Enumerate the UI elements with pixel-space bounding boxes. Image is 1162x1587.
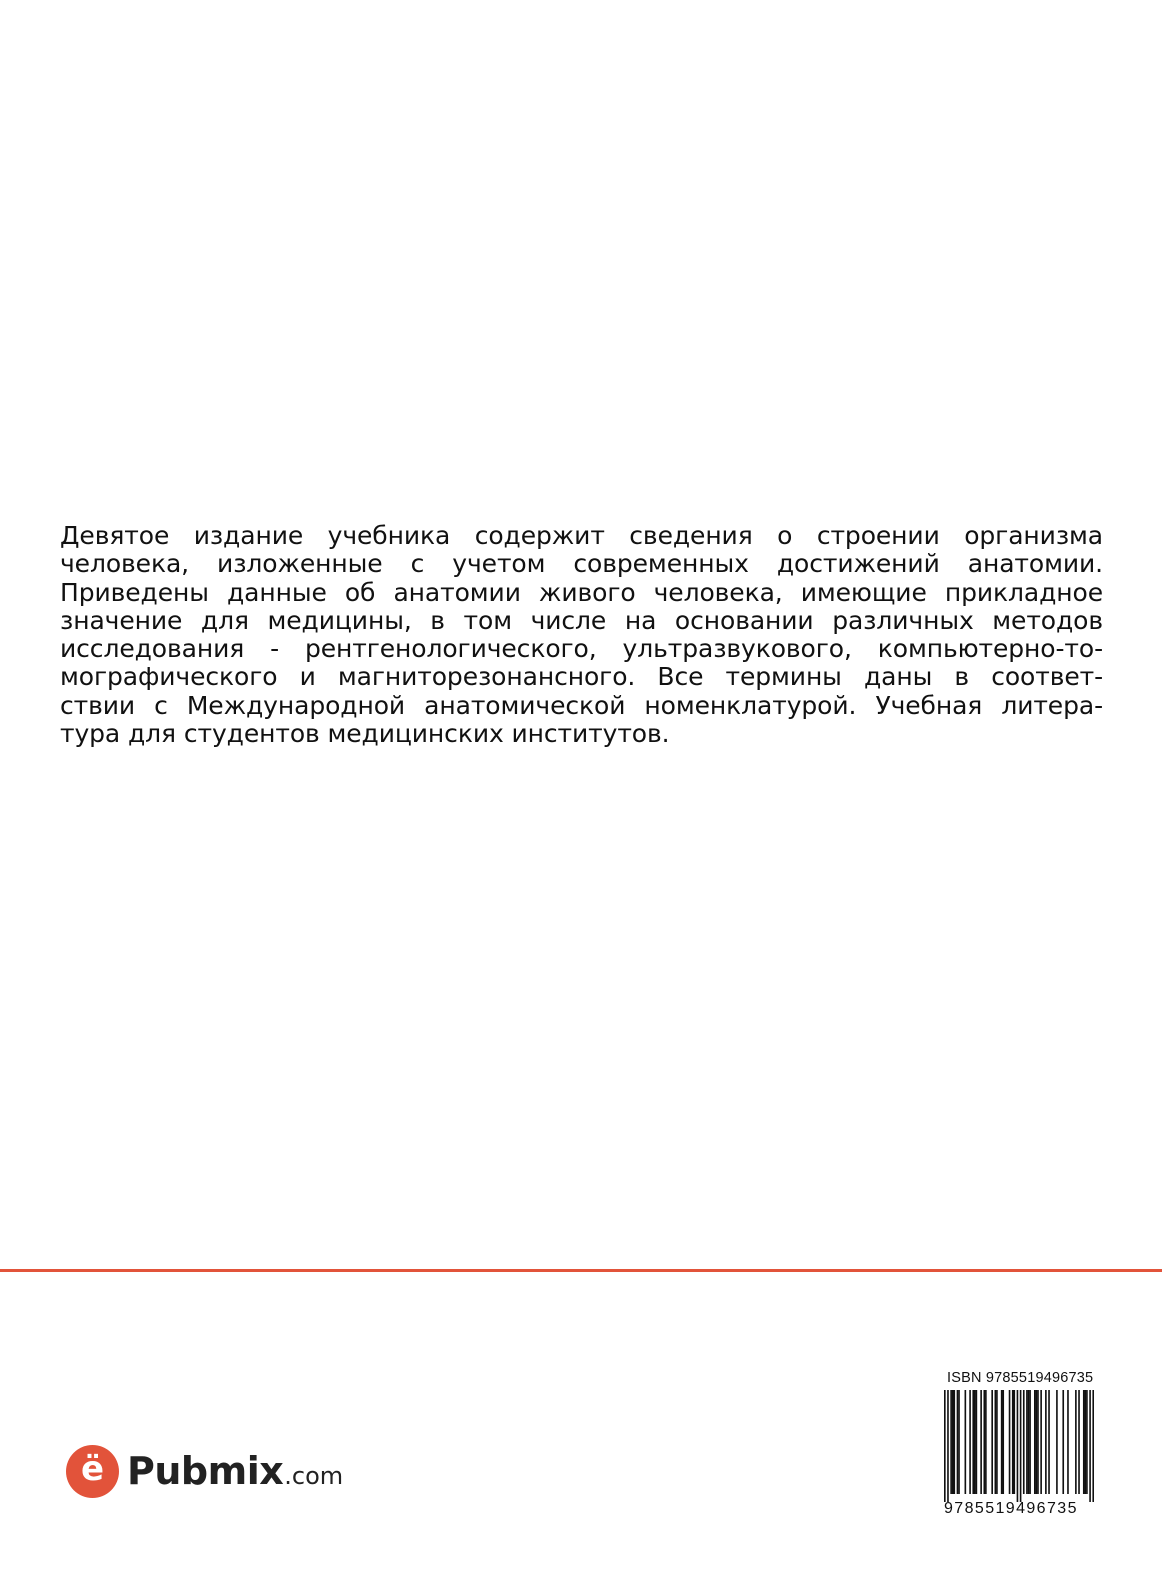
isbn-barcode [944, 1370, 1102, 1518]
divider-line [0, 1269, 1162, 1272]
barcode-bar [947, 1390, 949, 1502]
description-line: тура для студентов медицинских институтов. [60, 719, 670, 749]
barcode-bar [1056, 1390, 1058, 1494]
barcode-bar [983, 1390, 985, 1494]
description-line: мографического и магниторезонансного. Все термины даны в соответ- [60, 662, 1103, 692]
barcode-bar [1028, 1390, 1030, 1494]
barcode-bar [969, 1390, 971, 1494]
barcode-bar [944, 1390, 946, 1502]
description-line: Девятое издание учебника содержит сведения о строении организма [60, 521, 1103, 550]
publisher-logo-icon: ё [66, 1445, 119, 1498]
description-line: исследования - рентгенологического, ультразвукового, компьютерно-то- [60, 634, 1103, 664]
description-line: ствии с Международной анатомической номенклатурой. Учебная литера- [60, 690, 1103, 720]
barcode-bar [1085, 1390, 1087, 1494]
barcode-bar [1075, 1390, 1077, 1494]
barcode-bar [1012, 1390, 1014, 1494]
barcode-bar [1002, 1390, 1004, 1494]
publisher-domain: .com [284, 1462, 344, 1490]
barcode-bar [1078, 1390, 1080, 1494]
isbn-digits: 9785519496735 [944, 1500, 1078, 1517]
barcode-bar [980, 1390, 982, 1494]
barcode-bar [1026, 1390, 1028, 1494]
barcode-bar [1036, 1390, 1038, 1494]
barcode-bar [958, 1390, 960, 1494]
barcode-bar [1020, 1390, 1022, 1502]
barcode-bar [1001, 1390, 1003, 1494]
barcode-bar [1023, 1390, 1025, 1494]
barcode-bar [1092, 1390, 1094, 1502]
isbn-label: ISBN 9785519496735 [947, 1370, 1094, 1386]
publisher-name: Pubmix [127, 1449, 284, 1493]
barcode-bar [1089, 1390, 1091, 1502]
description-line: значение для медицины, в том числе на основании различных методов [60, 605, 1103, 635]
barcode-bar [1040, 1390, 1042, 1494]
barcode-bar [995, 1390, 997, 1494]
barcode-bar [953, 1390, 955, 1494]
barcode-bar [1009, 1390, 1011, 1494]
barcode-bar [976, 1390, 978, 1494]
barcode-bar [1017, 1390, 1019, 1502]
publisher-logo [66, 1443, 343, 1499]
barcode-bar [965, 1390, 967, 1494]
barcode-bar [957, 1390, 959, 1494]
barcode-bar [1048, 1390, 1050, 1494]
barcode-bar [1045, 1390, 1047, 1494]
barcode-bar [1013, 1390, 1015, 1494]
barcode-bar [1083, 1390, 1085, 1494]
barcode-bar [1029, 1390, 1031, 1494]
barcode-bar [974, 1390, 976, 1494]
barcode-bars [944, 1390, 1094, 1502]
barcode-bar [996, 1390, 998, 1494]
book-description [60, 522, 1103, 748]
barcode-bar [991, 1390, 993, 1494]
barcode-bar [952, 1390, 954, 1494]
description-line: Приведены данные об анатомии живого человека, имеющие прикладное [60, 577, 1103, 607]
barcode-bar [1037, 1390, 1039, 1494]
barcode-bar [972, 1390, 974, 1494]
barcode-bar [985, 1390, 987, 1494]
barcode-bar [1067, 1390, 1069, 1494]
barcode-bar [950, 1390, 952, 1494]
barcode-bar [1062, 1390, 1064, 1494]
description-line: человека, изложенные с учетом современных достижений анатомии. [60, 549, 1103, 579]
barcode-bar [1034, 1390, 1036, 1494]
barcode-bar [1086, 1390, 1088, 1494]
